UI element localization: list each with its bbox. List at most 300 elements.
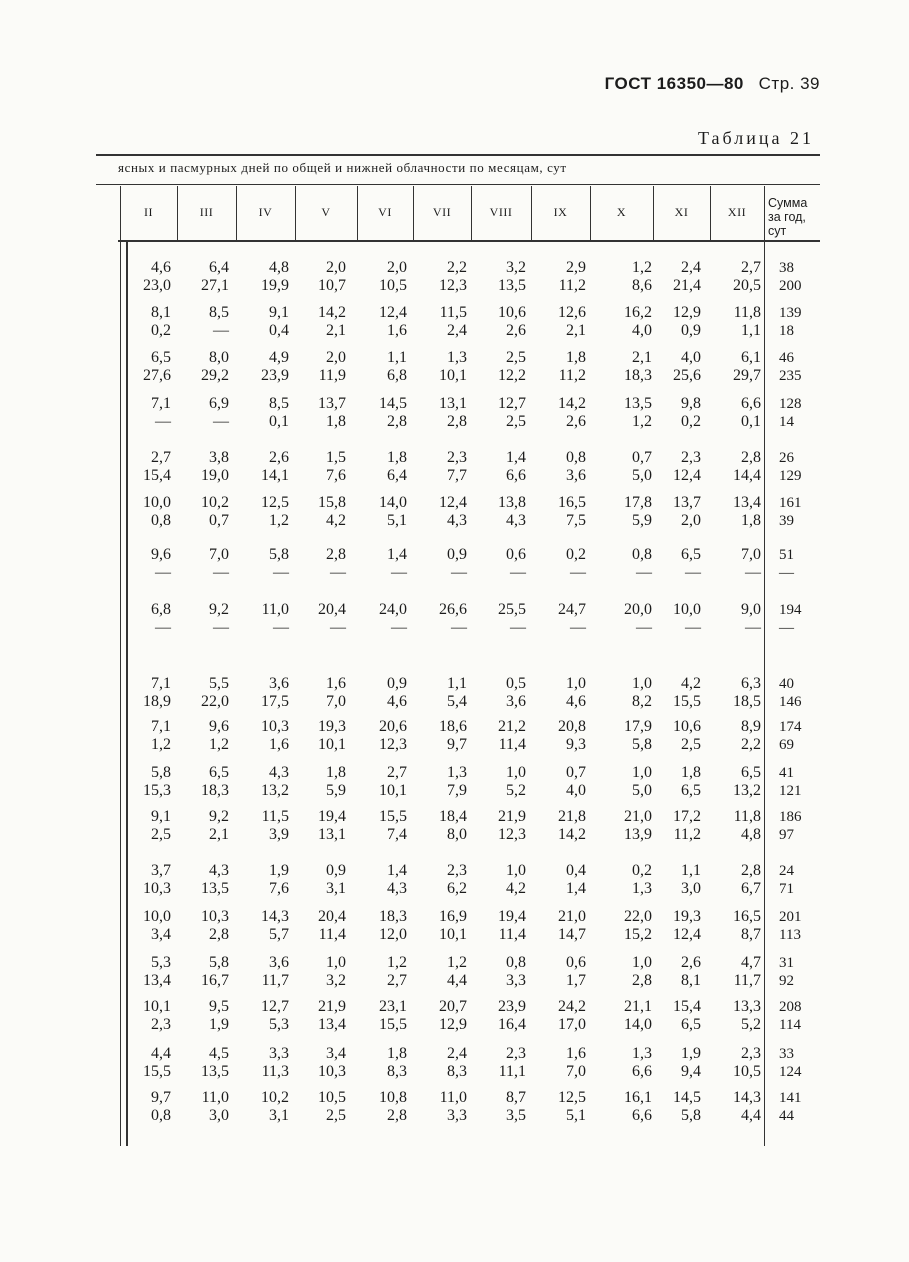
- sum-cell: 44: [779, 1108, 794, 1124]
- sum-cell: 41: [779, 765, 794, 781]
- table-cell: 9,0: [741, 601, 761, 618]
- table-cell: 8,0: [209, 349, 229, 366]
- table-cell: 0,9: [387, 675, 407, 692]
- table-cell: 2,2: [447, 259, 467, 276]
- table-cell: —: [330, 564, 346, 581]
- table-cell: 3,3: [506, 972, 526, 989]
- table-cell: 4,3: [209, 862, 229, 879]
- table-cell: 6,5: [681, 1016, 701, 1033]
- table-cell: 1,1: [681, 862, 701, 879]
- table-cell: 16,5: [733, 908, 761, 925]
- table-cell: 25,5: [498, 601, 526, 618]
- table-cell: 1,4: [387, 546, 407, 563]
- table-cell: —: [685, 564, 701, 581]
- sum-cell: 38: [779, 260, 794, 276]
- table-cell: 10,2: [201, 494, 229, 511]
- table-cell: 1,4: [387, 862, 407, 879]
- table-cell: 2,7: [741, 259, 761, 276]
- table-cell: 6,9: [209, 395, 229, 412]
- sum-cell: 200: [779, 278, 802, 294]
- table-cell: 2,8: [387, 413, 407, 430]
- column-header: XII: [727, 205, 747, 219]
- table-cell: 2,8: [326, 546, 346, 563]
- table-cell: 8,1: [151, 304, 171, 321]
- table-cell: 16,2: [624, 304, 652, 321]
- table-cell: 18,3: [379, 908, 407, 925]
- sum-cell: 39: [779, 513, 794, 529]
- table-cell: 7,0: [741, 546, 761, 563]
- table-cell: 20,7: [439, 998, 467, 1015]
- table-cell: 1,6: [387, 322, 407, 339]
- table-cell: 5,8: [269, 546, 289, 563]
- table-cell: 1,9: [209, 1016, 229, 1033]
- table-cell: 1,1: [447, 675, 467, 692]
- sum-cell: 139: [779, 305, 802, 321]
- table-cell: —: [636, 564, 652, 581]
- table-cell: 4,0: [681, 349, 701, 366]
- column-header: III: [199, 205, 214, 219]
- table-cell: 15,5: [673, 693, 701, 710]
- table-cell: 7,0: [326, 693, 346, 710]
- table-cell: 12,2: [498, 367, 526, 384]
- table-cell: 6,5: [741, 764, 761, 781]
- table-cell: 1,5: [326, 449, 346, 466]
- table-cell: 4,6: [151, 259, 171, 276]
- table-cell: 1,8: [566, 349, 586, 366]
- table-cell: 19,4: [318, 808, 346, 825]
- sum-cell: 124: [779, 1064, 802, 1080]
- table-cell: 6,6: [506, 467, 526, 484]
- table-cell: 11,5: [439, 304, 467, 321]
- table-cell: 18,3: [624, 367, 652, 384]
- sum-cell: 141: [779, 1090, 802, 1106]
- table-cell: 3,8: [209, 449, 229, 466]
- table-cell: —: [570, 619, 586, 636]
- table-cell: 13,5: [624, 395, 652, 412]
- table-cell: 1,4: [566, 880, 586, 897]
- table-cell: 4,4: [741, 1107, 761, 1124]
- table-cell: 2,0: [387, 259, 407, 276]
- table-cell: 12,7: [261, 998, 289, 1015]
- table-cell: 4,0: [632, 322, 652, 339]
- table-cell: 6,6: [632, 1063, 652, 1080]
- table-cell: 0,9: [447, 546, 467, 563]
- table-cell: 2,7: [387, 972, 407, 989]
- table-cell: 6,5: [209, 764, 229, 781]
- table-cell: 1,8: [326, 764, 346, 781]
- table-cell: 11,2: [673, 826, 701, 843]
- table-cell: 9,1: [269, 304, 289, 321]
- table-cell: 11,9: [318, 367, 346, 384]
- table-cell: 9,6: [151, 546, 171, 563]
- table-cell: 7,0: [566, 1063, 586, 1080]
- table-cell: 2,7: [387, 764, 407, 781]
- table-cell: 13,3: [733, 998, 761, 1015]
- table-cell: 5,8: [209, 954, 229, 971]
- table-cell: 8,5: [209, 304, 229, 321]
- table-cell: 3,5: [506, 1107, 526, 1124]
- table-cell: 15,2: [624, 926, 652, 943]
- table-cell: 1,3: [632, 880, 652, 897]
- table-cell: 9,4: [681, 1063, 701, 1080]
- table-cell: 13,8: [498, 494, 526, 511]
- table-cell: 7,9: [447, 782, 467, 799]
- table-cell: 10,7: [318, 277, 346, 294]
- sum-cell: 24: [779, 863, 794, 879]
- sum-cell: 113: [779, 927, 801, 943]
- table-cell: 5,2: [741, 1016, 761, 1033]
- table-cell: 9,6: [209, 718, 229, 735]
- table-cell: 7,6: [269, 880, 289, 897]
- sum-cell: 174: [779, 719, 802, 735]
- table-cell: 2,3: [681, 449, 701, 466]
- table-cell: 5,8: [151, 764, 171, 781]
- table-cell: 9,8: [681, 395, 701, 412]
- table-cell: 1,7: [566, 972, 586, 989]
- table-cell: 14,3: [261, 908, 289, 925]
- sum-cell: 14: [779, 414, 794, 430]
- table-cell: 8,3: [447, 1063, 467, 1080]
- table-cell: 12,4: [673, 467, 701, 484]
- table-cell: 16,1: [624, 1089, 652, 1106]
- table-cell: 7,4: [387, 826, 407, 843]
- table-cell: —: [273, 564, 289, 581]
- table-cell: 2,0: [681, 512, 701, 529]
- table-cell: 10,3: [201, 908, 229, 925]
- table-cell: 5,7: [269, 926, 289, 943]
- table-cell: 2,5: [151, 826, 171, 843]
- table-cell: 2,5: [326, 1107, 346, 1124]
- table-cell: —: [155, 564, 171, 581]
- table-cell: 0,6: [566, 954, 586, 971]
- table-cell: 5,3: [151, 954, 171, 971]
- table-cell: 0,7: [566, 764, 586, 781]
- table-cell: 6,8: [387, 367, 407, 384]
- table-cell: 12,4: [439, 494, 467, 511]
- table-cell: 6,6: [741, 395, 761, 412]
- table-cell: 12,9: [673, 304, 701, 321]
- sum-cell: 208: [779, 999, 802, 1015]
- table-cell: 14,3: [733, 1089, 761, 1106]
- table-cell: 3,9: [269, 826, 289, 843]
- table-cell: 7,6: [326, 467, 346, 484]
- table-cell: 16,5: [558, 494, 586, 511]
- table-cell: 0,9: [326, 862, 346, 879]
- table-cell: —: [391, 564, 407, 581]
- table-cell: 0,8: [566, 449, 586, 466]
- table-cell: 4,4: [151, 1045, 171, 1062]
- table-cell: 12,4: [379, 304, 407, 321]
- table-cell: 5,9: [632, 512, 652, 529]
- table-cell: 6,2: [447, 880, 467, 897]
- table-cell: 14,7: [558, 926, 586, 943]
- table-cell: 2,3: [447, 449, 467, 466]
- table-cell: 21,8: [558, 808, 586, 825]
- sum-cell: 186: [779, 809, 802, 825]
- table-cell: 10,1: [439, 926, 467, 943]
- table-cell: 13,9: [624, 826, 652, 843]
- table-cell: 2,5: [506, 413, 526, 430]
- table-cell: 2,9: [566, 259, 586, 276]
- sum-cell: 33: [779, 1046, 794, 1062]
- table-cell: 0,4: [566, 862, 586, 879]
- table-cell: 2,8: [741, 862, 761, 879]
- table-cell: —: [510, 619, 526, 636]
- table-cell: 0,2: [632, 862, 652, 879]
- table-cell: 1,0: [566, 675, 586, 692]
- table-cell: 3,6: [566, 467, 586, 484]
- table-cell: 1,3: [447, 349, 467, 366]
- table-cell: 1,2: [151, 736, 171, 753]
- table-cell: 10,5: [733, 1063, 761, 1080]
- sum-cell: 31: [779, 955, 794, 971]
- table-cell: 3,3: [447, 1107, 467, 1124]
- table-cell: 0,4: [269, 322, 289, 339]
- table-cell: 2,4: [447, 322, 467, 339]
- table-cell: 4,2: [326, 512, 346, 529]
- table-cell: 22,0: [201, 693, 229, 710]
- column-header: X: [616, 205, 627, 219]
- table-cell: 13,4: [143, 972, 171, 989]
- sum-column-header: Сумма за год, сут: [768, 196, 808, 238]
- table-cell: 6,4: [209, 259, 229, 276]
- table-cell: 1,2: [387, 954, 407, 971]
- table-cell: 1,0: [632, 675, 652, 692]
- table-cell: 5,8: [681, 1107, 701, 1124]
- table-cell: 29,7: [733, 367, 761, 384]
- table-cell: 2,3: [447, 862, 467, 879]
- table-cell: 1,1: [387, 349, 407, 366]
- table-cell: 10,0: [673, 601, 701, 618]
- table-cell: 14,2: [558, 395, 586, 412]
- table-cell: 3,4: [151, 926, 171, 943]
- table-cell: 5,5: [209, 675, 229, 692]
- table-cell: 13,2: [261, 782, 289, 799]
- table-cell: 7,1: [151, 718, 171, 735]
- table-cell: 5,4: [447, 693, 467, 710]
- table-cell: 2,7: [151, 449, 171, 466]
- table-cell: 21,1: [624, 998, 652, 1015]
- table-cell: 20,4: [318, 601, 346, 618]
- table-cell: 4,2: [506, 880, 526, 897]
- table-cell: 11,5: [261, 808, 289, 825]
- table-cell: 1,0: [326, 954, 346, 971]
- table-cell: 13,5: [498, 277, 526, 294]
- table-cell: 15,4: [673, 998, 701, 1015]
- table-cell: 3,2: [506, 259, 526, 276]
- table-cell: 27,6: [143, 367, 171, 384]
- table-cell: 8,7: [506, 1089, 526, 1106]
- table-cell: 3,6: [506, 693, 526, 710]
- table-cell: 1,2: [632, 259, 652, 276]
- table-cell: 10,0: [143, 494, 171, 511]
- table-cell: 12,4: [673, 926, 701, 943]
- table-cell: 11,4: [498, 736, 526, 753]
- table-cell: 9,3: [566, 736, 586, 753]
- table-cell: 10,6: [673, 718, 701, 735]
- table-cell: —: [330, 619, 346, 636]
- sum-cell: 69: [779, 737, 794, 753]
- table-cell: 0,6: [506, 546, 526, 563]
- table-cell: 10,1: [439, 367, 467, 384]
- table-cell: 16,9: [439, 908, 467, 925]
- table-cell: 1,3: [632, 1045, 652, 1062]
- table-cell: 13,4: [318, 1016, 346, 1033]
- sum-cell: 18: [779, 323, 794, 339]
- table-cell: 14,2: [318, 304, 346, 321]
- table-cell: 6,5: [681, 782, 701, 799]
- table-cell: 11,2: [558, 367, 586, 384]
- column-rule: [764, 186, 765, 1146]
- table-cell: 4,2: [681, 675, 701, 692]
- sum-cell: 129: [779, 468, 802, 484]
- table-top-rule: [96, 154, 820, 156]
- table-cell: 5,0: [632, 467, 652, 484]
- sum-cell: 235: [779, 368, 802, 384]
- table-cell: 12,3: [439, 277, 467, 294]
- table-cell: 0,9: [681, 322, 701, 339]
- table-cell: 12,5: [558, 1089, 586, 1106]
- table-cell: 20,5: [733, 277, 761, 294]
- table-cell: 1,0: [632, 954, 652, 971]
- table-cell: —: [636, 619, 652, 636]
- sum-cell: 146: [779, 694, 802, 710]
- table-cell: 0,8: [151, 512, 171, 529]
- table-cell: 1,3: [447, 764, 467, 781]
- column-header: VIII: [489, 205, 513, 219]
- table-cell: 10,1: [143, 998, 171, 1015]
- table-cell: 7,0: [209, 546, 229, 563]
- table-cell: 7,7: [447, 467, 467, 484]
- table-cell: 18,9: [143, 693, 171, 710]
- table-cell: 21,2: [498, 718, 526, 735]
- table-cell: 26,6: [439, 601, 467, 618]
- table-cell: 3,4: [326, 1045, 346, 1062]
- table-cell: 15,5: [379, 808, 407, 825]
- table-cell: 2,8: [447, 413, 467, 430]
- table-cell: 1,8: [387, 1045, 407, 1062]
- table-cell: 12,3: [498, 826, 526, 843]
- table-cell: 13,5: [201, 880, 229, 897]
- table-cell: —: [155, 619, 171, 636]
- table-cell: 4,8: [741, 826, 761, 843]
- sum-cell: 201: [779, 909, 802, 925]
- table-cell: 2,8: [387, 1107, 407, 1124]
- table-cell: 5,1: [566, 1107, 586, 1124]
- sum-cell: 121: [779, 783, 802, 799]
- table-cell: 0,8: [506, 954, 526, 971]
- table-cell: 12,3: [379, 736, 407, 753]
- table-cell: —: [745, 619, 761, 636]
- table-cell: 11,8: [733, 304, 761, 321]
- table-cell: 1,8: [387, 449, 407, 466]
- table-cell: 15,8: [318, 494, 346, 511]
- table-cell: 8,9: [741, 718, 761, 735]
- table-cell: 3,0: [681, 880, 701, 897]
- table-cell: 0,8: [151, 1107, 171, 1124]
- table-cell: 3,6: [269, 954, 289, 971]
- table-cell: 10,3: [143, 880, 171, 897]
- table-cell: 2,1: [566, 322, 586, 339]
- table-cell: 8,1: [681, 972, 701, 989]
- table-cell: 10,8: [379, 1089, 407, 1106]
- table-cell: 8,0: [447, 826, 467, 843]
- table-cell: 4,3: [506, 512, 526, 529]
- table-cell: 0,7: [632, 449, 652, 466]
- table-cell: 17,8: [624, 494, 652, 511]
- table-cell: 1,2: [632, 413, 652, 430]
- table-cell: 14,5: [379, 395, 407, 412]
- table-cell: 1,6: [566, 1045, 586, 1062]
- sum-cell: —: [779, 565, 794, 581]
- table-cell: 12,9: [439, 1016, 467, 1033]
- table-cell: 2,0: [326, 349, 346, 366]
- table-cell: 3,3: [269, 1045, 289, 1062]
- table-cell: —: [685, 619, 701, 636]
- table-cell: 2,4: [447, 1045, 467, 1062]
- sum-cell: 46: [779, 350, 794, 366]
- table-cell: 25,6: [673, 367, 701, 384]
- table-cell: 4,9: [269, 349, 289, 366]
- table-cell: 5,3: [269, 1016, 289, 1033]
- table-cell: 1,8: [741, 512, 761, 529]
- table-cell: —: [213, 322, 229, 339]
- table-cell: 11,3: [261, 1063, 289, 1080]
- table-cell: 11,0: [261, 601, 289, 618]
- table-cell: 9,7: [447, 736, 467, 753]
- table-cell: 4,5: [209, 1045, 229, 1062]
- table-cell: 17,9: [624, 718, 652, 735]
- table-cell: 12,5: [261, 494, 289, 511]
- table-cell: 13,1: [318, 826, 346, 843]
- table-cell: 9,1: [151, 808, 171, 825]
- table-cell: 2,1: [326, 322, 346, 339]
- table-cell: —: [745, 564, 761, 581]
- table-cell: 23,9: [261, 367, 289, 384]
- table-cell: 10,6: [498, 304, 526, 321]
- table-cell: 11,4: [318, 926, 346, 943]
- table-cell: 17,5: [261, 693, 289, 710]
- table-cell: 2,6: [566, 413, 586, 430]
- caption-rule: [96, 184, 820, 185]
- table-cell: 2,1: [632, 349, 652, 366]
- table-cell: 5,8: [632, 736, 652, 753]
- table-cell: 2,0: [326, 259, 346, 276]
- table-cell: 5,9: [326, 782, 346, 799]
- table-cell: 0,1: [269, 413, 289, 430]
- table-cell: 6,8: [151, 601, 171, 618]
- table-cell: 4,3: [269, 764, 289, 781]
- sum-cell: 71: [779, 881, 794, 897]
- table-cell: 2,6: [269, 449, 289, 466]
- table-cell: 24,2: [558, 998, 586, 1015]
- table-cell: 1,0: [506, 764, 526, 781]
- column-header: II: [144, 205, 153, 219]
- table-cell: 6,3: [741, 675, 761, 692]
- table-cell: 13,7: [318, 395, 346, 412]
- table-cell: 23,9: [498, 998, 526, 1015]
- table-cell: 10,3: [318, 1063, 346, 1080]
- table-cell: 0,2: [681, 413, 701, 430]
- table-cell: 19,0: [201, 467, 229, 484]
- table-cell: 20,8: [558, 718, 586, 735]
- table-cell: 12,6: [558, 304, 586, 321]
- table-cell: 18,5: [733, 693, 761, 710]
- table-cell: 11,7: [733, 972, 761, 989]
- table-cell: 15,5: [379, 1016, 407, 1033]
- table-cell: 1,2: [447, 954, 467, 971]
- table-cell: 2,8: [632, 972, 652, 989]
